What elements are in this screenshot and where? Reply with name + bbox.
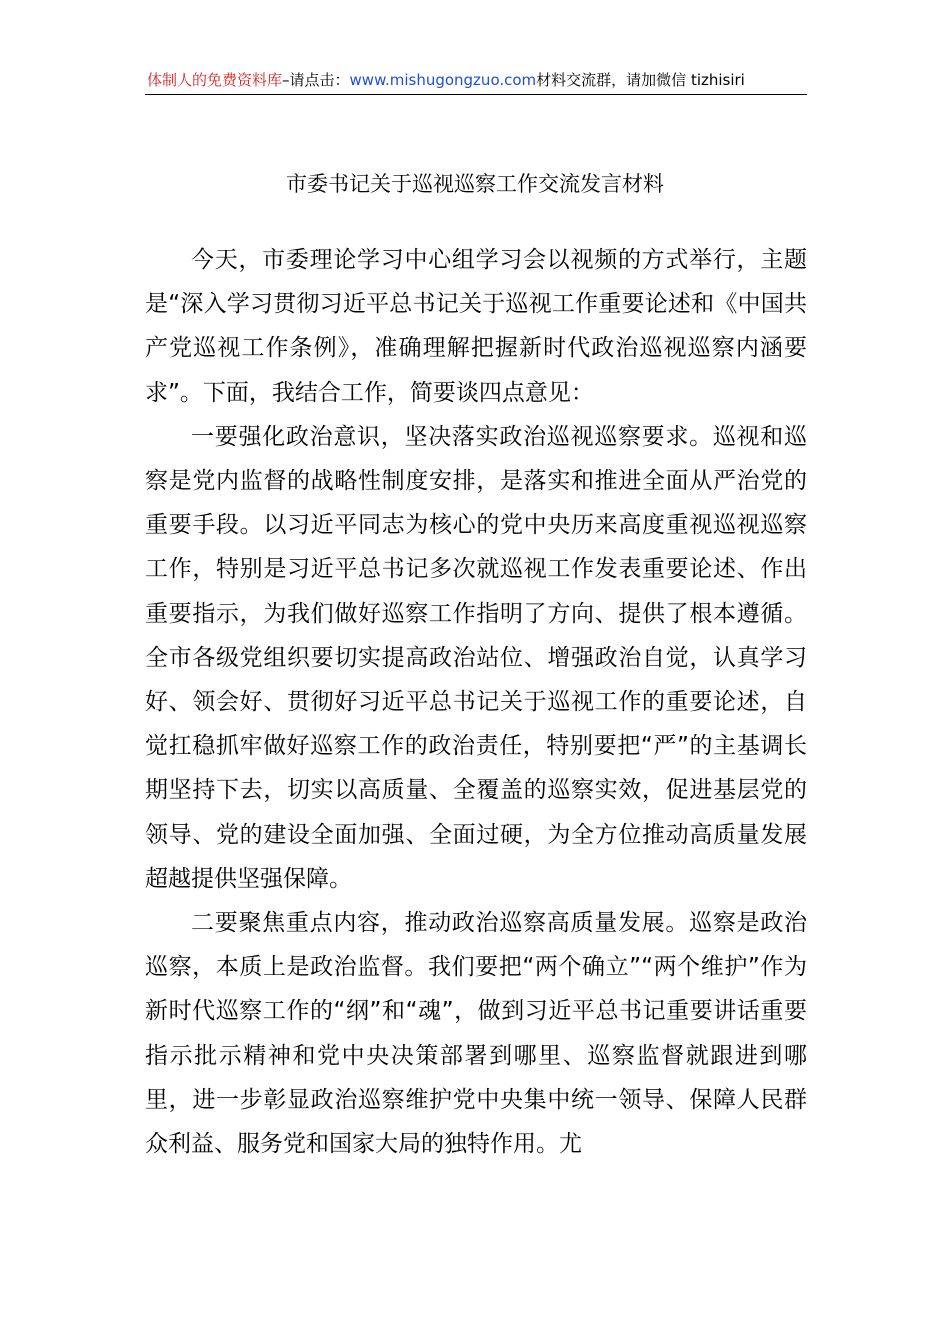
- header-brand: 体制人的免费资料库: [147, 71, 283, 89]
- page-header: [147, 70, 807, 90]
- paragraph-point-two: 二要聚焦重点内容，推动政治巡察高质量发展。巡察是政治巡察，本质上是政治监督。我们要把“两个确立”“两个维护”作为新时代巡察工作的“纲”和“魂”，做到习近平总书记重要讲话重要指示批示精神和党中央决策部署到哪里、巡察监督就跟进到哪里，进一步彰显政治巡察维护党中央集中统一领导、保障人民群众利益、服务党和国家大局的独特作用。尤: [145, 910, 807, 1158]
- paragraph-point-one: 一要强化政治意识，坚决落实政治巡视巡察要求。巡视和巡察是党内监督的战略性制度安排，是落实和推进全面从严治党的重要手段。以习近平同志为核心的党中央历来高度重视巡视巡察工作，特别是习近平总书记多次就巡视工作发表重要论述、作出重要指示，为我们做好巡察工作指明了方向、提供了根本遵循。全市各级党组织要切实提高政治站位、增强政治自觉，认真学习好、领会好、贯彻好习近平总书记关于巡视工作的重要论述，自觉扛稳抓牢做好巡察工作的政治责任，特别要把“严”的主基调长期坚持下去，切实以高质量、全覆盖的巡察实效，促进基层党的领导、党的建设全面加强、全面过硬，为全方位推动高质量发展超越提供坚强保障。: [145, 423, 807, 892]
- document-title: 市委书记关于巡视巡察工作交流发言材料: [286, 172, 664, 196]
- header-prompt: –请点击：: [282, 71, 350, 89]
- header-divider: [145, 94, 807, 95]
- document-body: [145, 238, 807, 1166]
- paragraph-intro: 今天，市委理论学习中心组学习会以视频的方式举行，主题是“深入学习贯彻习近平总书记关于巡视工作重要论述和《中国共产党巡视工作条例》，准确理解把握新时代政治巡视巡察内涵要求”。下面，我结合工作，简要谈四点意见：: [145, 247, 807, 406]
- header-tail: 材料交流群，请加微信 tizhisiri: [536, 71, 745, 89]
- header-url-link[interactable]: www.mishugongzuo.com: [349, 71, 537, 89]
